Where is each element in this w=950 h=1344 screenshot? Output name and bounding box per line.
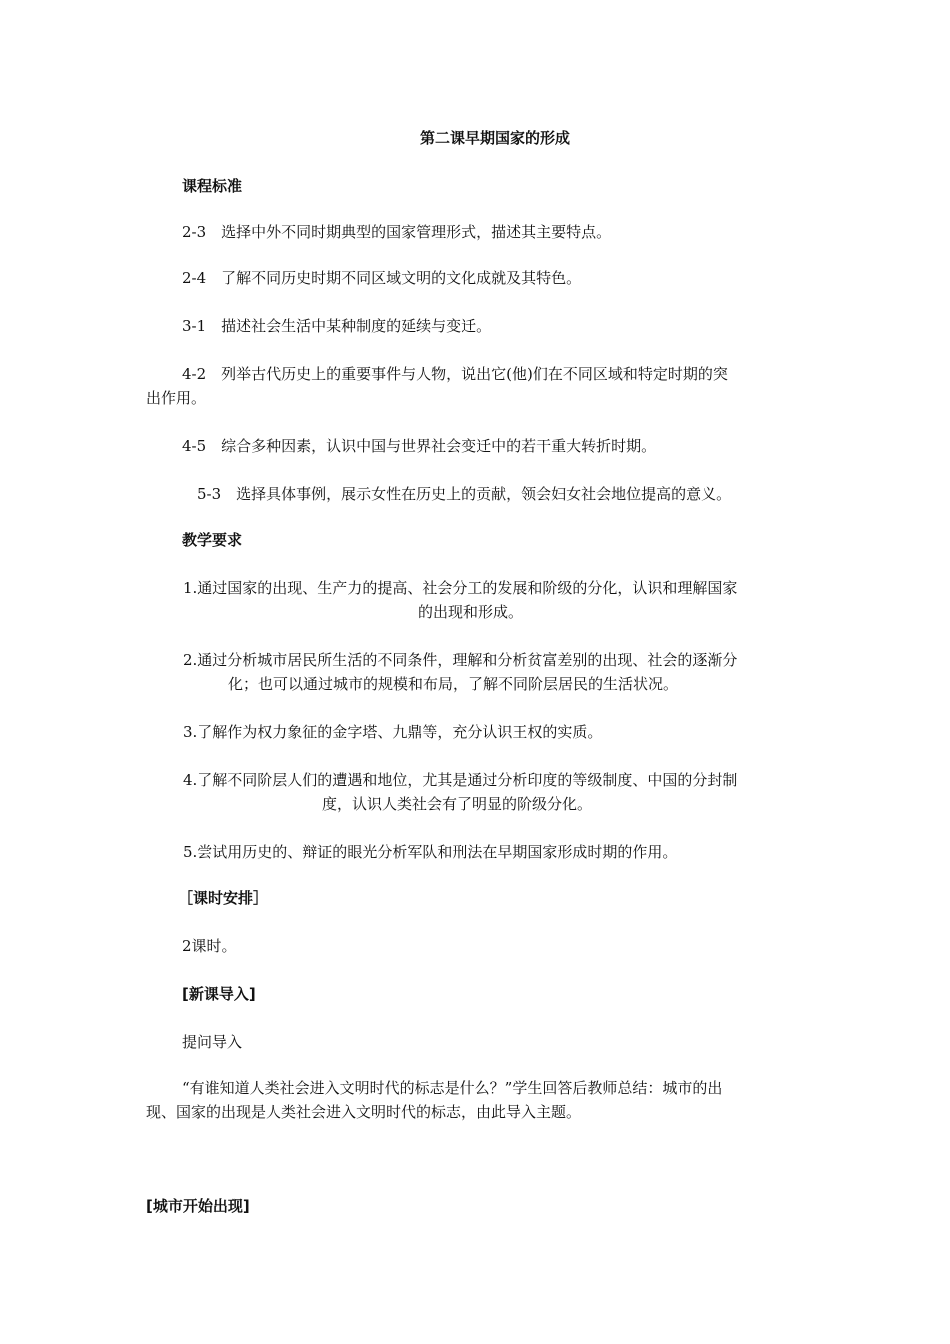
standard-3-1: 3-1 描述社会生活中某种制度的延续与变迁。 xyxy=(182,317,492,335)
schedule-heading: ［课时安排］ xyxy=(178,889,269,907)
standard-2-3: 2-3 选择中外不同时期典型的国家管理形式，描述其主要特点。 xyxy=(182,223,612,241)
requirement-1-cont: 的出现和形成。 xyxy=(418,603,524,621)
standard-4-2: 4-2 列举古代历史上的重要事件与人物，说出它(他)们在不同区域和特定时期的突 xyxy=(182,365,728,383)
requirement-2: 2.通过分析城市居民所生活的不同条件，理解和分析贫富差别的出现、社会的逐渐分 xyxy=(183,651,738,669)
requirement-5: 5.尝试用历史的、辩证的眼光分析军队和刑法在早期国家形成时期的作用。 xyxy=(183,843,678,861)
intro-paragraph-line-1: “有谁知道人类社会进入文明时代的标志是什么？”学生回答后教师总结：城市的出 xyxy=(182,1079,723,1097)
intro-paragraph-line-2: 现、国家的出现是人类社会进入文明时代的标志，由此导入主题。 xyxy=(146,1103,582,1121)
intro-heading: [新课导入] xyxy=(182,985,256,1003)
requirement-2-cont: 化；也可以通过城市的规模和布局，了解不同阶层居民的生活状况。 xyxy=(228,675,679,693)
requirement-3: 3.了解作为权力象征的金字塔、九鼎等，充分认识王权的实质。 xyxy=(183,723,603,741)
requirement-4-cont: 度，认识人类社会有了明显的阶级分化。 xyxy=(322,795,593,813)
standard-5-3: 5-3 选择具体事例，展示女性在历史上的贡献，领会妇女社会地位提高的意义。 xyxy=(197,485,732,503)
curriculum-heading: 课程标准 xyxy=(182,177,243,195)
schedule-text: 2课时。 xyxy=(182,937,237,955)
requirement-4: 4.了解不同阶层人们的遭遇和地位，尤其是通过分析印度的等级制度、中国的分封制 xyxy=(183,771,738,789)
teaching-heading: 教学要求 xyxy=(182,531,243,549)
standard-4-2-cont: 出作用。 xyxy=(146,389,207,407)
standard-4-5: 4-5 综合多种因素，认识中国与世界社会变迁中的若干重大转折时期。 xyxy=(182,437,657,455)
requirement-1: 1.通过国家的出现、生产力的提高、社会分工的发展和阶级的分化，认识和理解国家 xyxy=(183,579,738,597)
standard-2-4: 2-4 了解不同历史时期不同区域文明的文化成就及其特色。 xyxy=(182,269,582,287)
page-title: 第二课早期国家的形成 xyxy=(419,129,570,147)
intro-subheading: 提问导入 xyxy=(182,1033,243,1051)
city-heading: [城市开始出现] xyxy=(146,1197,250,1215)
